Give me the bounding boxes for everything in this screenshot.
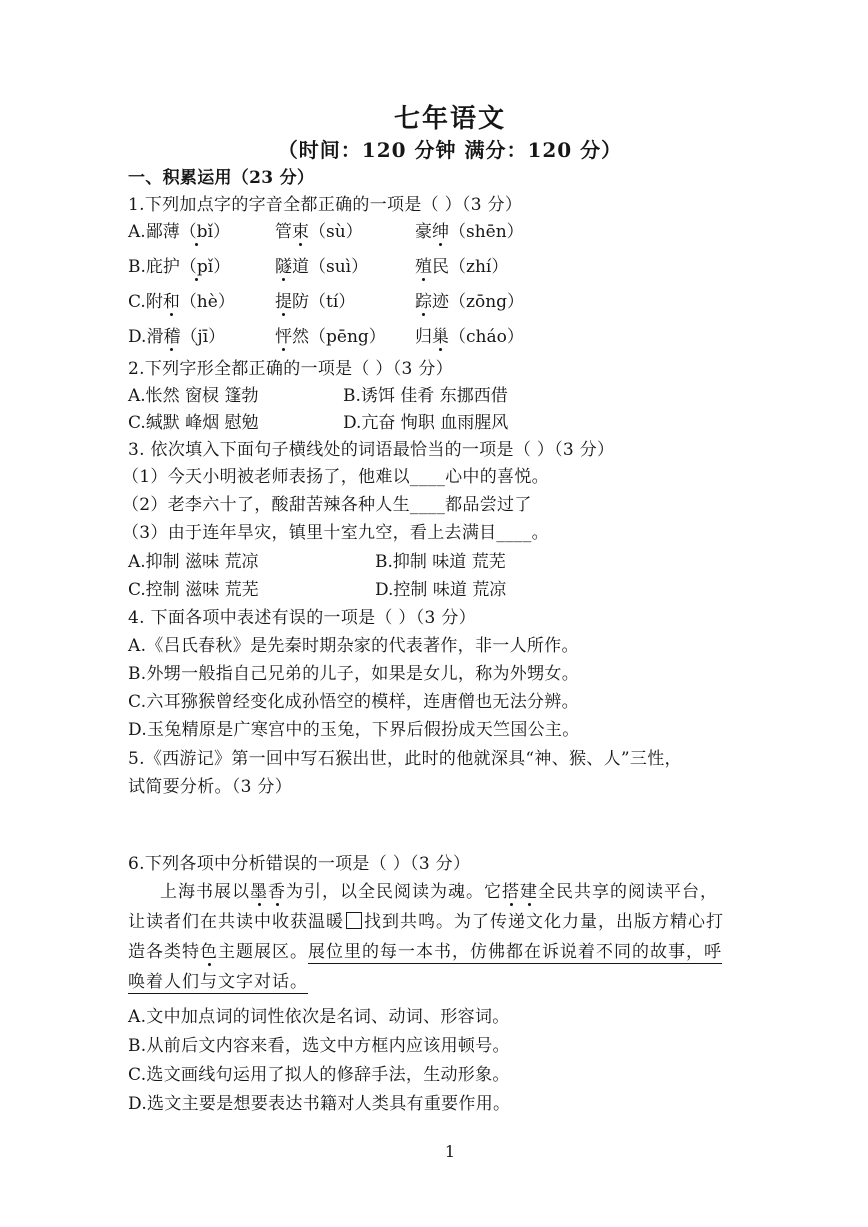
q6-stem: 6.下列各项中分析错误的一项是（ ）（3 分） (128, 854, 471, 874)
q3-option-d: D.控制 味道 荒凉 (375, 580, 507, 600)
q1-option-c-2 (275, 290, 355, 314)
q5-stem-line-2: 试简要分析。（3 分） (128, 777, 293, 797)
q1-option-d (128, 325, 225, 349)
dotted-char-xiang: 香 (268, 882, 286, 902)
q6-option-b: B.从前后文内容来看，选文中方框内应该用顿号。 (128, 1036, 510, 1056)
q1-option-a-3 (415, 220, 524, 244)
q6-passage-line-1 (160, 880, 718, 904)
q3-option-b: B.抑制 味道 荒芜 (375, 552, 506, 572)
q3-option-c: C.控制 滋味 荒芜 (128, 580, 259, 600)
q1-b2-char: 道 (292, 257, 309, 277)
q1-a3-pinyin: （shēn） (449, 222, 524, 242)
dotted-char-da: 搭 (502, 882, 520, 902)
q1-d-label: D. (128, 327, 147, 347)
underlined-sentence-end: 唤着人们与文字对话。 (128, 972, 308, 992)
q1-d-dotted: 稽 (163, 327, 181, 347)
q1-c3-rest: 迹（zōng） (432, 292, 525, 312)
q1-c-char: 附 (145, 292, 163, 312)
q6-passage-line-2 (128, 910, 724, 934)
q1-b2-dotted: 隧 (275, 257, 292, 277)
q1-option-c-3 (415, 290, 524, 314)
q6-option-c: C.选文画线句运用了拟人的修辞手法，生动形象。 (128, 1065, 510, 1085)
q1-b-char: 庇 (145, 257, 163, 277)
blank-box (346, 912, 362, 929)
q3-sentence-3: （3）由于连年旱灾，镇里十室九空，看上去满目____。 (122, 523, 549, 543)
dotted-char-se: 色 (200, 942, 218, 962)
q6-passage-line-4 (128, 970, 308, 994)
q1-d3-dotted: 巢 (432, 327, 449, 347)
q4-option-c: C.六耳猕猴曾经变化成孙悟空的模样，连唐僧也无法分辨。 (128, 692, 579, 712)
q4-option-d: D.玉兔精原是广寒宫中的玉兔，下界后假扮成天竺国公主。 (128, 720, 580, 740)
dotted-char-jian: 建 (520, 882, 538, 902)
q4-option-b: B.外甥一般指自己兄弟的儿子，如果是女儿，称为外甥女。 (128, 664, 579, 684)
q1-a3-char: 豪 (415, 222, 432, 242)
q6-passage-line-3 (128, 940, 722, 964)
q1-d2-rest: 然（pēng） (292, 327, 386, 347)
q1-d3-pinyin: （cháo） (449, 327, 524, 347)
q1-a-char: 鄙 (145, 222, 163, 242)
page-number: 1 (444, 1142, 456, 1161)
passage-text: 造各类特 (128, 942, 200, 962)
q1-option-b-3 (415, 255, 508, 279)
q1-a3-dotted: 绅 (432, 222, 449, 242)
underlined-sentence: 展位里的每一本书，仿佛都在诉说着不同的故事，呼 (308, 942, 722, 962)
q3-sentence-1: （1）今天小明被老师表扬了，他难以____心中的喜悦。 (122, 467, 549, 487)
q4-stem: 4. 下面各项中表述有误的一项是（ ）（3 分） (128, 608, 476, 628)
q1-option-d-2 (275, 325, 386, 349)
q1-stem: 1.下列加点字的字音全都正确的一项是（ ）（3 分） (128, 195, 523, 215)
q1-a2-char: 管 (275, 222, 292, 242)
q1-d-pinyin: （jī） (180, 327, 226, 347)
q1-a2-dotted: 束 (292, 222, 309, 242)
dotted-char-mo: 墨 (250, 882, 268, 902)
q1-option-a (128, 220, 230, 244)
passage-text: 找到共鸣。为了传递文化力量，出版方精心打 (364, 912, 724, 932)
page-title: 七年语文 (393, 104, 506, 134)
section-heading: 一、积累运用（23 分） (128, 168, 315, 188)
q1-b-label: B. (128, 257, 146, 277)
passage-text: 全民共享的阅读平台， (538, 882, 718, 902)
page-subtitle: （时间：120 分钟 满分：120 分） (277, 138, 623, 162)
q1-a-label: A. (128, 222, 146, 242)
q1-d3-char: 归 (415, 327, 432, 347)
q1-c-label: C. (128, 292, 146, 312)
q2-option-a: A.怅然 窗棂 篷勃 (128, 386, 259, 406)
q4-option-a: A.《吕氏春秋》是先秦时期杂家的代表著作，非一人所作。 (128, 636, 579, 656)
q1-c2-rest: 防（tí） (292, 292, 356, 312)
q5-stem-line-1: 5.《西游记》第一回中写石猴出世，此时的他就深具“神、猴、人”三性， (128, 749, 682, 769)
q2-option-d: D.亢奋 恂职 血雨腥风 (343, 413, 509, 433)
q1-b-dotted: 护（pǐ） (162, 257, 231, 277)
q1-d2-dotted: 怦 (275, 327, 292, 347)
q1-b3-pinyin: （zhí） (449, 257, 509, 277)
q3-option-a: A.抑制 滋味 荒凉 (128, 552, 259, 572)
q2-option-c: C.缄默 峰烟 慰勉 (128, 413, 259, 433)
q1-c-dotted: 和 (162, 292, 180, 312)
passage-text: 上海书展以 (160, 882, 250, 902)
passage-text: 为引，以全民阅读为魂。它 (286, 882, 502, 902)
q1-c2-dotted: 提 (275, 292, 292, 312)
q3-stem: 3. 依次填入下面句子横线处的词语最恰当的一项是（ ）（3 分） (128, 440, 615, 460)
q3-sentence-2: （2）老李六十了，酸甜苦辣各种人生____都品尝过了 (122, 495, 532, 515)
q1-c-pinyin: （hè） (179, 292, 235, 312)
q6-option-d: D.选文主要是想要表达书籍对人类具有重要作用。 (128, 1094, 511, 1114)
q1-option-a-2 (275, 220, 363, 244)
q1-c3-dotted: 踪 (415, 292, 432, 312)
q2-stem: 2.下列字形全都正确的一项是（ ）（3 分） (128, 359, 453, 379)
q1-b3-char: 民 (432, 257, 449, 277)
q1-option-d-3 (415, 325, 524, 349)
q1-option-b (128, 255, 230, 279)
passage-text: 让读者们在共读中收获温暖 (128, 912, 344, 932)
q1-a2-pinyin: （sù） (309, 222, 363, 242)
q1-d-char: 滑 (146, 327, 164, 347)
q1-a-dotted: 薄（bǐ） (162, 222, 231, 242)
q2-option-b: B.诱饵 佳肴 东挪西借 (343, 386, 508, 406)
q1-option-c (128, 290, 235, 314)
q6-option-a: A.文中加点词的词性依次是名词、动词、形容词。 (128, 1007, 510, 1027)
q1-option-b-2 (275, 255, 368, 279)
q1-b3-dotted: 殖 (415, 257, 432, 277)
passage-text: 主题展区。 (218, 942, 308, 962)
q1-b2-pinyin: （suì） (309, 257, 369, 277)
